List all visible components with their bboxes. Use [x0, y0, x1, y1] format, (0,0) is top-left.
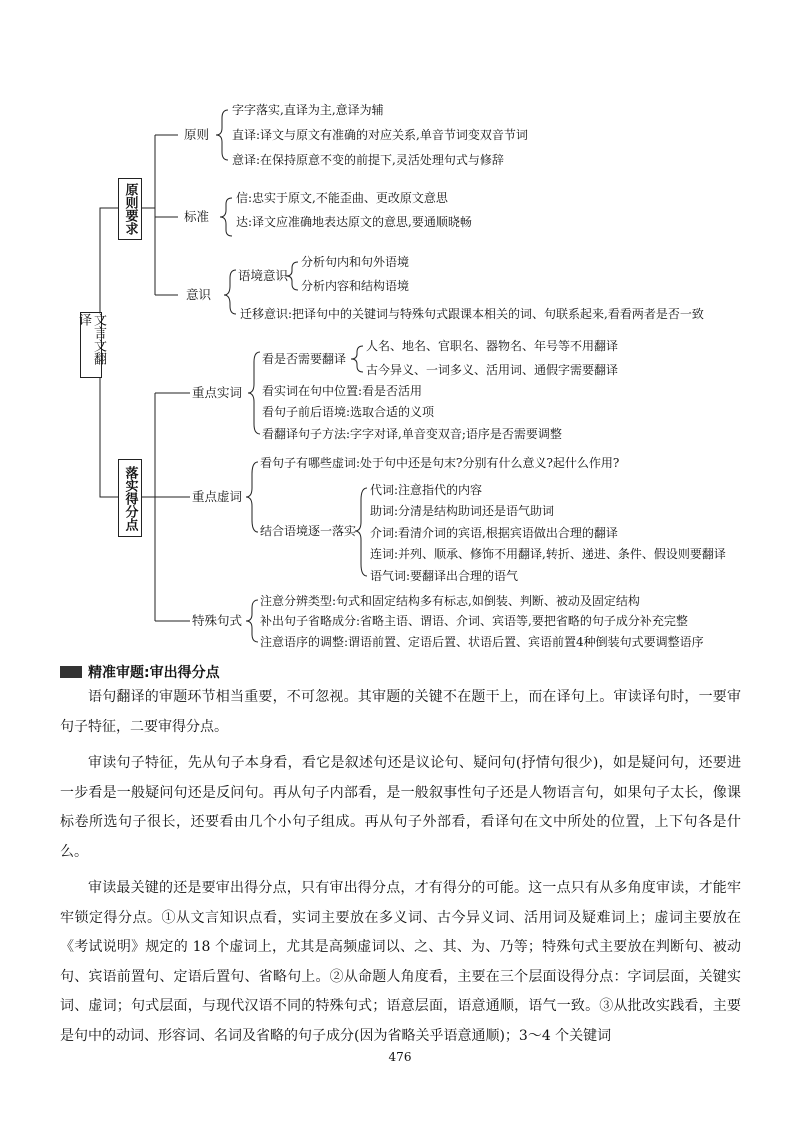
page-number: 476: [388, 1050, 412, 1064]
yuanze-item-2: 直译:译文与原文有准确的对应关系,单音节词变双音节词: [232, 128, 528, 142]
node-jiehe-yujing: 结合语境逐一落实: [260, 524, 357, 538]
luoshi-item-3: 介词:看清介词的宾语,根据宾语做出合理的翻译: [370, 526, 618, 540]
xuci-question: 看句子有哪些虚词:处于句中还是句末?分别有什么意义?起什么作用?: [260, 456, 620, 470]
paragraph-3: 审读最关键的还是要审出得分点，只有审出得分点，才有得分的可能。这一点只有从多角度审读，才能牢牢锁定得分点。①从文言知识点看，实词主要放在多义词、古今异义词、活用词及疑难词上；虚词主要放在《考试说明》规定的 18 个虚词上，尤其是高频虚词以、之、其、为、乃等；特殊句式主要放在判断句、被动句、宾语前置句、定语后置句、省略句上。②从命题人角度看，主要在三个层面设得分点：字词层面，关键实词、虚词；句式层面，与现代汉语不同的特殊句式；语意层面，语意通顺，语气一致。③从批改实践看，主要是句中的动词、形容词、名词及省略的句子成分(因为省略关乎语意通顺)；3～4 个关键词: [60, 880, 741, 1044]
root-node: [76, 312, 106, 378]
luoshi-item-5: 语气词:要翻译出合理的语气: [370, 569, 519, 583]
yuanze-item-3: 意译:在保持原意不变的前提下,灵活处理句式与修辞: [232, 153, 504, 167]
shici-item-1: 看实词在句中位置:看是否活用: [262, 384, 423, 398]
luoshi-item-1: 代词:注意指代的内容: [370, 483, 483, 497]
paragraph-1: 语句翻译的审题环节相当重要，不可忽视。其审题的关键不在题干上，而在译句上。审读译句时，一要审句子特征，二要审得分点。: [60, 689, 741, 735]
jushi-item-1: 注意分辨类型:句式和固定结构多有标志,如倒装、判断、被动及固定结构: [260, 594, 640, 608]
jushi-item-2: 补出句子省略成分:省略主语、谓语、介词、宾语等,要把省略的句子成分补充完整: [260, 614, 688, 628]
shici-item-3: 看翻译句子方法:字字对译,单音变双音;语序是否需要调整: [262, 427, 562, 441]
qianyi-yishi: 迁移意识:把译句中的关键词与特殊句式跟课本相关的词、句联系起来,看看两者是否一致: [240, 307, 704, 321]
section-title: [60, 662, 220, 682]
node-zhongdian-shici: 重点实词: [192, 385, 243, 400]
section-title-text: 精准审题:审出得分点: [88, 665, 220, 681]
need-item-2: 古今异义、一词多义、活用词、通假字需要翻译: [366, 363, 619, 377]
yujing-item-1: 分析句内和句外语境: [301, 255, 410, 269]
node-yujing-yishi: 语境意识: [238, 268, 289, 283]
branch-luoshi-defendian: [118, 459, 142, 537]
node-need-translate: 看是否需要翻译: [262, 352, 347, 366]
biaozhun-item-2: 达:译文应准确地表达原文的意思,要通顺晓畅: [236, 215, 472, 229]
yuanze-item-1: 字字落实,直译为主,意译为辅: [232, 103, 384, 117]
branch-luoshi-defendian-label: 落实得分点: [122, 465, 138, 531]
node-biaozhun: 标准: [184, 209, 210, 224]
section-marker-icon: [60, 666, 82, 678]
luoshi-item-4: 连词:并列、顺承、修饰不用翻译,转折、递进、条件、假设则要翻译: [370, 547, 726, 561]
shici-item-2: 看句子前后语境:选取合适的义项: [262, 405, 435, 419]
node-yishi: 意识: [186, 287, 212, 302]
luoshi-item-2: 助词:分清是结构助词还是语气助词: [370, 504, 555, 518]
branch-yuanze-yaoqiu: [118, 178, 142, 240]
yujing-item-2: 分析内容和结构语境: [301, 279, 410, 293]
node-yuanze: 原则: [184, 127, 210, 142]
jushi-item-3: 注意语序的调整:谓语前置、定语后置、状语后置、宾语前置4种倒装句式要调整语序: [260, 635, 704, 649]
paragraph-2: 审读句子特征，先从句子本身看，看它是叙述句还是议论句、疑问句(抒情句很少)，如是疑问句，还要进一步看是一般疑问句还是反问句。再从句子内部看，是一般叙事性句子还是人物语言句，如果句子太长，像课标卷所选句子很长，还要看由几个小句子组成。再从句子外部看，看译句在文中所处的位置，上下句各是什么。: [60, 755, 741, 860]
need-item-1: 人名、地名、官职名、器物名、年号等不用翻译: [366, 339, 619, 353]
biaozhun-item-1: 信:忠实于原文,不能歪曲、更改原文意思: [236, 191, 448, 205]
node-teshu-jushi: 特殊句式: [192, 613, 243, 628]
node-zhongdian-xuci: 重点虚词: [192, 489, 243, 504]
root-node-label: 文言文翻译: [76, 313, 106, 365]
branch-yuanze-yaoqiu-label: 原则要求: [122, 183, 138, 235]
